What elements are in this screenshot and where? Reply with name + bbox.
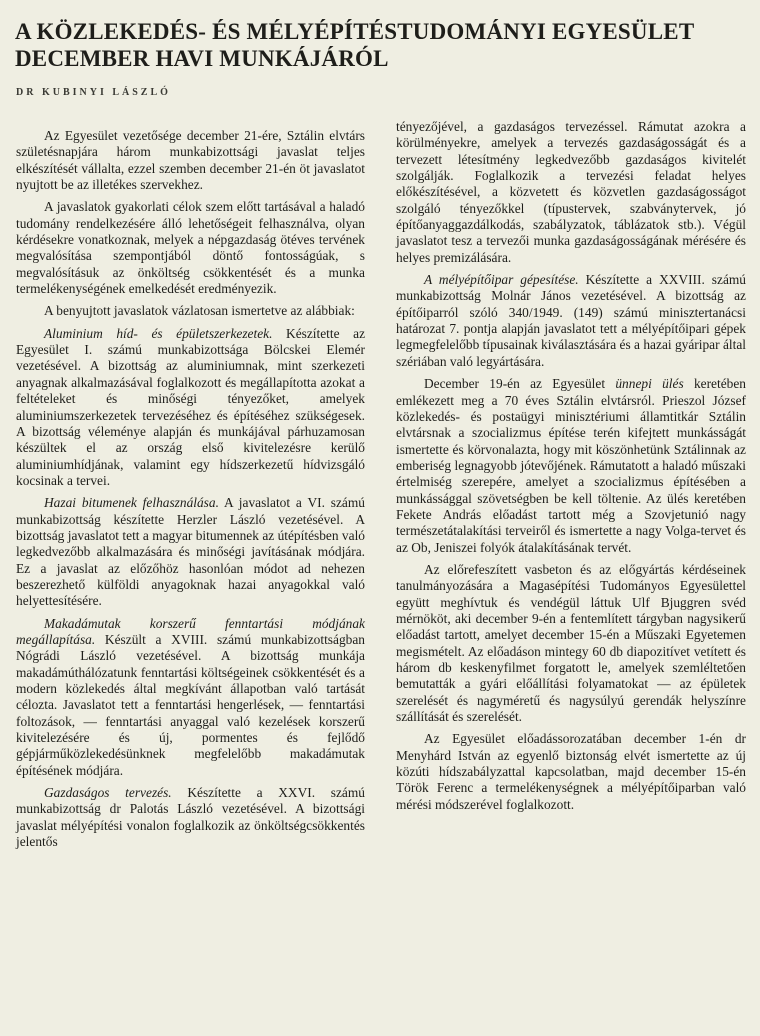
paragraph: Aluminium híd- és épületszerkezetek. Készítette az Egyesület I. számú munkabizottsága Bölcskei Elemér vezetésével. A bizottság az aluminiumnak, mint szerkezeti anyagnak alkalmazásával foglalkozott és megállapította azokat a feltételeket és minőségi tényezőket, amelyek aluminiumszerkezetek tervezéséhez és építéséhez szükségesek. A bizottság véleménye alapján és munkájával párhuzamosan készültek el az ország első kivitelezésre kerülő aluminiumhídjának, valamint egy hídszerkezetű hídvizsgáló kocsinak a tervei. [16, 325, 366, 488]
article-title [15, 18, 745, 72]
paragraph: Makadámutak korszerű fenntartási módjának megállapítása. Készült a XVIII. számú munkabizottságban Nógrádi László vezetésével. A bizottság munkája makadámúthálózatunk fenntartási költségeinek csökkentését és a modern közlekedés által megkívánt állapotban való tartását célozta. Javaslatot tett a fenntartási hengerlések, — fenntartási foltozások, — fenntartási anyaggal való kezelések korszerű kivitelezésére és új, pormentes és fejlődő gépjárműközlekedésünknek megfelelőbb makadámutak építésének módjára. [16, 615, 365, 778]
title-line-2: DECEMBER HAVI MUNKÁJÁRÓL [15, 46, 389, 71]
author-byline: DR KUBINYI LÁSZLÓ [16, 87, 171, 98]
paragraph: Az Egyesület vezetősége december 21-ére, Sztálin elvtárs születésnapjára három munkabizottsági javaslat teljes elkészítését vállalta, ezzel szemben december 21-én öt javaslatot nyujtott be az illetékes szervekhez. [16, 128, 365, 193]
left-column [16, 128, 365, 856]
title-line-1: A KÖZLEKEDÉS- ÉS MÉLYÉPÍTÉSTUDOMÁNYI EGYESÜLET [15, 19, 695, 44]
paragraph: December 19-én az Egyesület ünnepi ülés keretében emlékezett meg a 70 éves Sztálin elvtársról. Prieszol József közlekedés- és postaügyi minisztériumi államtitkár Sztálin elvtársnak a szocializmus építése terén kifejtett munkásságát ismertette és körvonalazta, hogy mit köszönhetünk Sztálinnak az emberiség legnagyobb jótevőjének. Rámutatott a haladó műszaki értelmiség szerepére, amelyet a szocializmus építésében a munkássággal szövetségben be kell töltenie. Az ülés keretében Fekete András előadást tartott még a Szovjetunió nagy természetátalakítási terveiről és ismertette a nagy Volga-tervet és az Ob, Jeniszei folyók átalakításának tervét. [396, 376, 746, 555]
section-lead: Aluminium híd- és épületszerkezetek. [44, 325, 273, 341]
paragraph: A benyujtott javaslatok vázlatosan ismertetve az alábbiak: [44, 303, 355, 319]
paragraph: Hazai bitumenek felhasználása. A javaslatot a VI. számú munkabizottság készítette Herzler László vezetésével. A bizottság javaslatot tett a magyar bitumennek az útépítésben való legkedvezőbb alkalmazására és minőségi javításának módjára. Ez a javaslat az előzőhöz hasonlóan módot ad nehezen beszerezhető külföldi anyagoknak hazai anyagokkal való helyettesítésére. [16, 495, 365, 609]
paragraph: A mélyépítőipar gépesítése. Készítette a XXVIII. számú munkabizottság Molnár János vezetésével. A bizottság az építőiparról szóló 340/1949. (149) számú minisztertanácsi határozat 7. pontja alapján javaslatot tett a mélyépítőipari gépek legmegfelelőbb típusainak kiválasztására és a hazai gyáripar által szériában való legyártására. [396, 272, 746, 369]
paragraph: A javaslatok gyakorlati célok szem előtt tartásával a haladó tudomány rendelkezésére álló lehetőségeit felhasználva, olyan kérdésekre vonatkoznak, melyek a népgazdaság ötéves tervének megvalósítása szempontjából döntő fontosságúak, s megvalósításuk az önköltség csökkentését és a munka termelékenységének emelkedését eredményezik. [16, 199, 365, 297]
right-column [396, 119, 746, 819]
section-lead: ünnepi ülés [615, 376, 684, 392]
section-lead: Hazai bitumenek felhasználása. [44, 495, 219, 511]
section-lead: A mélyépítőipar gépesítése. [424, 272, 579, 288]
paragraph: tényezőjével, a gazdaságos tervezéssel. Rámutat azokra a körülményekre, amelyek a tervezés gazdaságosságát és a tervezett létesítmény legkedvezőbb gazdaságos kivitelét szolgálják. Foglalkozik a tervezési feladat helyes előkészítésével, a közvetett és közvetlen gazdaságosságot szolgáló tényezőkkel (típustervek, szabványtervek, jó építőanyaggazdálkodás, szabályzatok, táblázatok stb.). Végül javaslatot tesz a tervezői munka gazdaságosságának mérésére és helyes premizálására. [396, 119, 746, 265]
paragraph: Az előrefeszített vasbeton és az előgyártás kérdéseinek tanulmányozására a Magasépítési Tudományos Egyesülettel együtt meghívtuk és vendégül láttuk Ulf Bjuggren svéd mérnököt, aki december 9-én a fentemlített tárgyban nagysikerű előadást tartott, amelyet december 15-én a Műszaki Egyetemen megismételt. Az előadáson mintegy 60 db diapozitívet vetített és három db keskenyfilmet forgatott le, amelyek szemléltetően bemutatták a gyári előállítási folyamatokat — az épületek szerelését és nagyméretű és nagysúlyú gerendák helyszínre szállítását és szerelését. [396, 561, 746, 725]
section-lead: Gazdaságos tervezés. [44, 785, 172, 801]
section-lead: Makadámutak korszerű fenntartási módjának megállapítása. [16, 615, 365, 647]
paragraph: Az Egyesület előadássorozatában december 1-én dr Menyhárd István az egyenlő biztonság elvét ismertette az új közúti hídszabályzattal kapcsolatban, majd december 15-én Török Ferenc a termelékenységnek a mélyépítőiparban való mérési módszerével foglalkozott. [396, 731, 746, 812]
paragraph: Gazdaságos tervezés. Készítette a XXVI. számú munkabizottság dr Palotás László vezetésével. A bizottsági javaslat mélyépítési vonalon foglalkozik az önköltségcsökkentés jelentős [16, 785, 365, 850]
